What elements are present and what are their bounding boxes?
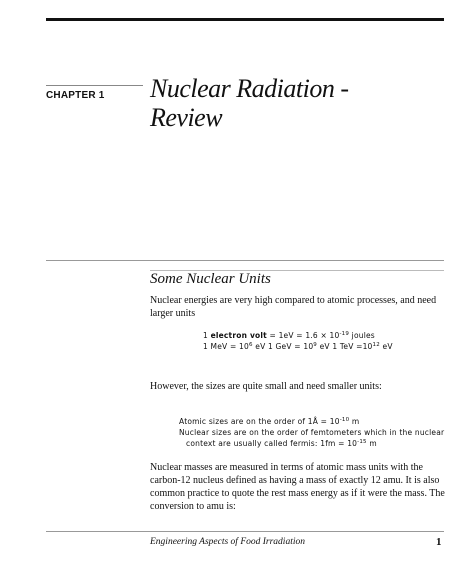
equation-size-units <box>179 416 444 449</box>
electron-volt-term: electron volt <box>210 331 267 340</box>
chapter-label-rule <box>46 85 143 86</box>
equation-line: Atomic sizes are on the order of 1Å = $10^{-10}$ m <box>179 417 360 426</box>
equation-line: 1 MeV = $10^6$ eV 1 GeV = $10^9$ eV 1 TeV $=10^{12}$ eV <box>203 342 393 351</box>
section-title: Some Nuclear Units <box>150 271 271 287</box>
paragraph-energies: Nuclear energies are very high compared to atomic processes, and need larger units <box>150 295 437 319</box>
chapter-label: CHAPTER 1 <box>46 90 105 101</box>
equation-line: 1 electron volt = $1eV = 1.6 \times 10^{-19}$ joules <box>203 331 375 340</box>
footer-rule <box>46 531 444 532</box>
chapter-title-line1: Nuclear Radiation - <box>150 74 349 103</box>
chapter-title-line2: Review <box>150 103 223 132</box>
chapter-title <box>150 74 450 132</box>
paragraph-masses: Nuclear masses are measured in terms of atomic mass units with the carbon-12 nucleus defined as having a mass of exactly 12 amu. It is also common practice to quote the rest mass energy as if it were the mass. The conversion to amu is: <box>150 462 445 512</box>
footer-book-title: Engineering Aspects of Food Irradiation <box>150 537 305 547</box>
page-number: 1 <box>436 536 442 548</box>
section-rule <box>46 260 444 261</box>
paragraph-sizes: However, the sizes are quite small and need smaller units: <box>150 381 382 392</box>
equation-energy-units <box>203 330 393 352</box>
top-rule <box>46 18 444 21</box>
equation-line: context are usually called fermis: $1fm = 10^{-15}$ m <box>186 439 377 448</box>
equation-line: Nuclear sizes are on the order of femtometers which in the nuclear <box>179 428 445 437</box>
